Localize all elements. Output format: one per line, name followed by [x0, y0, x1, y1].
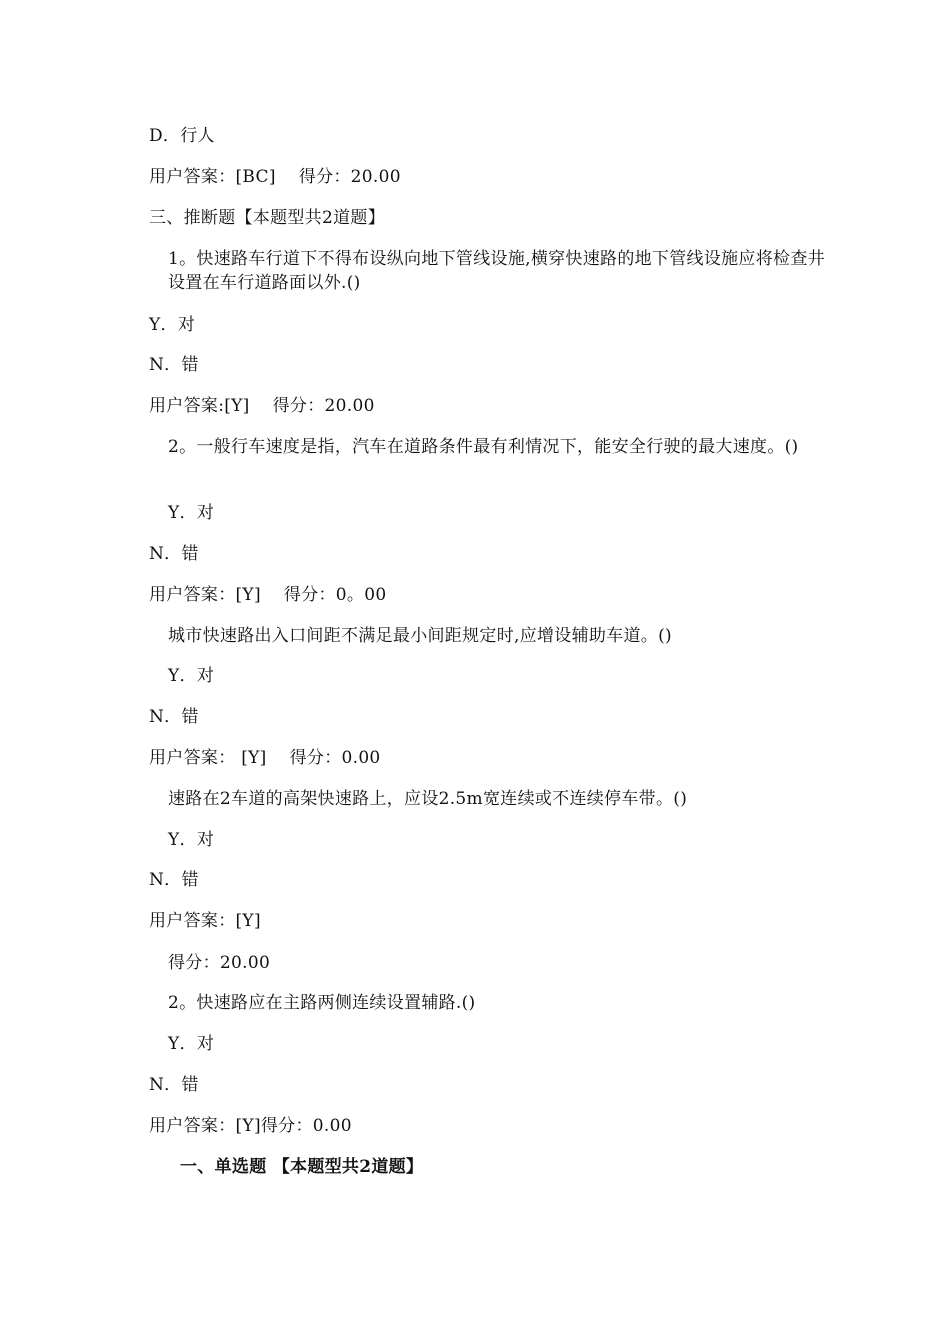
option-y-line: Y．对 — [149, 315, 196, 335]
user-answer-line: 用户答案：[Y] — [149, 911, 261, 931]
option-y-line: Y．对 — [168, 503, 215, 523]
section-heading-judgment: 三、推断题【本题型共2道题】 — [149, 208, 386, 228]
option-y-line: Y．对 — [168, 830, 215, 850]
user-answer-line: 用户答案：[Y] 得分：0。00 — [149, 585, 387, 605]
question-5-text: 2。快速路应在主路两侧连续设置辅路.() — [168, 993, 476, 1013]
option-d-line: D．行人 — [149, 126, 215, 146]
user-answer-line: 用户答案：[Y]得分：0.00 — [149, 1116, 352, 1136]
question-1-text: 1。快速路车行道下不得布设纵向地下管线设施,横穿快速路的地下管线设施应将检查井设置在车行道路面以外.() — [168, 249, 825, 293]
option-n-line: N．错 — [149, 544, 199, 564]
section-heading-single-choice: 一、单选题 【本题型共2道题】 — [180, 1157, 424, 1177]
question-4-text: 速路在2车道的高架快速路上，应设2.5m宽连续或不连续停车带。() — [168, 789, 688, 809]
option-y-line: Y．对 — [168, 666, 215, 686]
score-line: 得分：20.00 — [168, 953, 271, 973]
question-2-text: 2。一般行车速度是指，汽车在道路条件最有利情况下，能安全行驶的最大速度。() — [168, 437, 799, 457]
user-answer-line: 用户答案：[BC] 得分：20.00 — [149, 167, 401, 187]
option-n-line: N．错 — [149, 870, 199, 890]
user-answer-line: 用户答案:[Y] 得分：20.00 — [149, 396, 375, 416]
option-n-line: N．错 — [149, 1075, 199, 1095]
option-n-line: N．错 — [149, 707, 199, 727]
user-answer-line: 用户答案： [Y] 得分：0.00 — [149, 748, 381, 768]
option-n-line: N．错 — [149, 355, 199, 375]
option-y-line: Y．对 — [168, 1034, 215, 1054]
question-3-text: 城市快速路出入口间距不满足最小间距规定时,应增设辅助车道。() — [168, 626, 672, 646]
